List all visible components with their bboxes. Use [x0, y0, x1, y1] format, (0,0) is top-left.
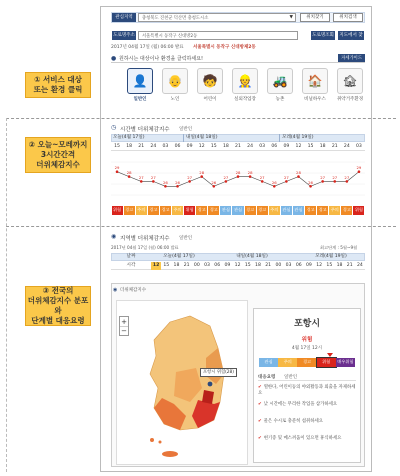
target-label: 취약거주환경: [336, 97, 364, 102]
regional-row-label: 시각: [126, 263, 136, 268]
hour-label: 24: [150, 144, 157, 149]
section-divider-vertical: [6, 118, 7, 472]
hour-label[interactable]: 21: [265, 263, 272, 268]
hourly-point: [237, 175, 240, 178]
hour-label: 03: [162, 144, 169, 149]
callout-hourly: [25, 137, 91, 173]
chevron-down-icon: ▼: [289, 15, 293, 20]
hour-label[interactable]: 15: [163, 263, 170, 268]
find-on-map-button[interactable]: 지도에서 찾기: [339, 33, 363, 46]
hourly-point: [225, 180, 228, 183]
guide-item: [258, 436, 358, 442]
hourly-day-tomorrow: 내일(4월 18일): [183, 134, 279, 142]
elderly-icon[interactable]: 👴: [162, 68, 188, 94]
level-badge: 위험: [353, 206, 364, 215]
child-icon[interactable]: 🧒: [197, 68, 223, 94]
hour-label[interactable]: 12: [234, 263, 241, 268]
target-label: 실외작업장: [234, 97, 256, 102]
island-dot: [159, 441, 162, 444]
hourly-value-label: 27: [332, 174, 338, 180]
jeju-island: [162, 451, 178, 457]
zoom-controls: [119, 316, 129, 336]
callout-line: ② 오늘~모레까지 3시간간격 더위체감지수: [28, 139, 88, 170]
detail-city: 포항시: [293, 319, 321, 329]
hourly-value-label: 28: [296, 170, 301, 176]
hotspot-region: [202, 390, 214, 404]
level-badge: 주의: [329, 206, 340, 215]
level-badge: 경고: [148, 206, 159, 215]
callout-service-target: [25, 72, 91, 98]
hourly-point: [297, 175, 300, 178]
hourly-point: [176, 185, 179, 188]
hour-label: 24: [247, 144, 254, 149]
guide-text: 현기증 및 메스꺼움이 있으면 휴식하세요: [263, 436, 342, 441]
region-select[interactable]: [138, 13, 296, 22]
location-marker: [208, 382, 213, 387]
check-icon: ✔: [258, 402, 262, 407]
hourly-point: [188, 180, 191, 183]
hour-label: 15: [307, 144, 314, 149]
scale-step: 매우위험: [336, 358, 355, 367]
target-label: 비닐하우스: [304, 97, 326, 102]
level-badge: 경고: [196, 206, 207, 215]
announce-place: 서울특별시 동작구 신대방제2동: [193, 45, 256, 50]
guide-header: [258, 374, 356, 381]
level-badge: 경고: [160, 206, 171, 215]
hourly-subtitle: 일반인: [179, 127, 193, 132]
hourly-point: [164, 185, 167, 188]
hourly-value-label: 27: [187, 174, 193, 180]
hourly-value-label: 26: [163, 179, 168, 185]
detail-status: 위험: [301, 337, 313, 343]
zoom-in-button[interactable]: +: [121, 318, 127, 326]
hour-label[interactable]: 06: [214, 263, 221, 268]
guide-text: 낮 시간에는 무리한 작업을 삼가하세요: [263, 402, 338, 407]
pin-icon: ◉: [113, 287, 118, 293]
hourly-levels: [111, 206, 365, 215]
hour-label: 09: [283, 144, 290, 149]
scale-step: 경고: [297, 358, 316, 367]
hour-label[interactable]: 15: [326, 263, 333, 268]
zoom-out-button[interactable]: −: [121, 327, 127, 335]
hour-label: 21: [138, 144, 145, 149]
hour-label[interactable]: 12: [152, 263, 160, 268]
target-guide-button[interactable]: 자세가이드: [338, 54, 365, 62]
level-badge: 주의: [136, 206, 147, 215]
vulnerable-housing-icon[interactable]: 🏚: [337, 68, 363, 94]
hourly-day-after: 모레(4월 19일): [279, 134, 365, 142]
level-badge: 경고: [317, 206, 328, 215]
callout-line: ③ 전국의 더위체감지수 분포와 단계별 대응요령: [27, 285, 89, 326]
korea-heat-map[interactable]: [140, 312, 240, 462]
hourly-value-label: 27: [138, 174, 144, 180]
hourly-title: 시간별 더위체감지수: [120, 127, 170, 133]
hourly-point: [128, 175, 131, 178]
hour-label: 12: [295, 144, 302, 149]
hour-label[interactable]: 03: [204, 263, 210, 268]
hour-label: 15: [114, 144, 120, 149]
hourly-value-label: 27: [259, 174, 265, 180]
guide-list: [258, 385, 358, 459]
level-badge: 주의: [269, 206, 280, 215]
hour-label: 09: [186, 144, 193, 149]
hourly-value-label: 28: [247, 170, 253, 176]
region-label: 관심지역: [112, 13, 136, 22]
hourly-value-label: 26: [211, 179, 217, 185]
guide-subtitle: 일반인: [284, 375, 298, 380]
hourly-value-label: 29: [356, 165, 362, 171]
hour-label[interactable]: 18: [173, 263, 180, 268]
regional-hours: [151, 262, 365, 270]
level-badge: 경고: [257, 206, 268, 215]
hourly-point: [285, 180, 288, 183]
hourly-point: [309, 185, 312, 188]
hourly-value-label: 26: [175, 179, 180, 185]
hourly-hours: [111, 143, 365, 151]
island-dot: [150, 438, 154, 442]
greenhouse-icon[interactable]: 🏠: [302, 68, 328, 94]
hourly-point: [140, 180, 143, 183]
hourly-value-label: 27: [150, 174, 156, 180]
level-badge: 위험: [184, 206, 195, 215]
hour-label[interactable]: 00: [275, 263, 282, 268]
scale-step: 주의: [278, 358, 297, 367]
regional-subtitle: 일반인: [179, 236, 193, 241]
hour-label[interactable]: 12: [316, 263, 323, 268]
hourly-day-today: 오늘(4월 17일): [113, 135, 145, 140]
guide-text: 열한다, 어린이등의 야외활동과 외출을 자제하세요: [258, 385, 356, 396]
pin-icon: ◉: [111, 233, 117, 240]
hourly-point: [346, 180, 349, 183]
hourly-point: [333, 180, 336, 183]
check-icon: ✔: [258, 419, 262, 424]
check-icon: ✔: [258, 436, 262, 441]
regional-legend: 최고단계 : 5월~9월: [320, 245, 358, 250]
detail-scale: [259, 358, 355, 367]
level-badge: 관심: [220, 206, 231, 215]
callout-line: ① 서비스 대상 또는 환경 클릭: [33, 74, 83, 94]
hour-label: 03: [259, 144, 266, 149]
hourly-point: [152, 180, 155, 183]
regional-day-after: 모레(4월 19일): [315, 254, 347, 259]
hourly-point: [358, 170, 361, 173]
hourly-value-label: 26: [308, 179, 313, 185]
road-address-label: 도로명주소: [113, 33, 135, 38]
map-title-row: [113, 287, 243, 295]
hour-label[interactable]: 21: [183, 263, 190, 268]
hourly-value-label: 28: [199, 170, 205, 176]
regional-title: 지역별 더위체감지수: [120, 236, 170, 242]
hourly-line-chart: [111, 154, 365, 204]
announce-date: 2017년 04월 17일 (월) 06:00 발표: [111, 45, 184, 50]
hour-label[interactable]: 18: [336, 263, 343, 268]
hour-label[interactable]: 09: [306, 263, 312, 268]
hourly-point: [273, 185, 276, 188]
hourly-value-label: 29: [114, 165, 120, 171]
hour-label[interactable]: 06: [295, 263, 302, 268]
level-badge: 관심: [293, 206, 304, 215]
hour-label[interactable]: 24: [356, 263, 363, 268]
target-header: [111, 55, 365, 63]
hourly-point: [261, 180, 264, 183]
level-badge: 경고: [124, 206, 135, 215]
target-title: 원하시는 대상이나 환경을 클릭하세요!: [119, 56, 204, 62]
general-person-icon[interactable]: 👤: [127, 68, 153, 94]
map-title: 더위체감지수: [120, 288, 147, 293]
outdoor-worksite-icon[interactable]: 👷: [232, 68, 258, 94]
section-divider: [6, 118, 396, 119]
callout-regional: [25, 286, 91, 326]
hour-label: 15: [210, 144, 217, 149]
level-badge: 경고: [341, 206, 352, 215]
level-badge: 경고: [305, 206, 316, 215]
region-select-value: 충청북도 진천군 덕산면 충청도시소: [142, 16, 209, 21]
guide-item: [258, 402, 358, 408]
hour-label: 18: [126, 144, 133, 149]
scale-step: 위험: [317, 358, 336, 367]
road-address-lookup-button[interactable]: 도로명조회: [312, 33, 334, 38]
hour-label: 21: [331, 144, 338, 149]
hour-label[interactable]: 15: [244, 263, 251, 268]
hourly-value-label: 26: [271, 179, 277, 185]
search-location-button[interactable]: 위치검색: [333, 13, 363, 22]
pin-icon: ●: [111, 55, 117, 62]
hourly-point: [321, 180, 324, 183]
hourly-value-label: 28: [235, 170, 241, 176]
hour-label: 06: [174, 144, 181, 149]
hour-label: 12: [198, 144, 205, 149]
level-badge: 주의: [172, 206, 183, 215]
hour-label: 18: [319, 144, 326, 149]
level-badge: 경고: [245, 206, 256, 215]
hour-label: 18: [222, 144, 229, 149]
hourly-point: [200, 175, 203, 178]
hourly-point: [116, 170, 119, 173]
regional-day-tomorrow: 내일(4월 18일): [236, 254, 268, 259]
regional-day-today: 오늘(4월 17일): [163, 254, 195, 259]
level-badge: 위험: [112, 206, 123, 215]
clock-icon: ◷: [111, 124, 117, 131]
hourly-value-label: 27: [283, 174, 289, 180]
hourly-value-label: 27: [344, 174, 350, 180]
guide-item: [258, 385, 358, 397]
regional-row-label: 날짜: [126, 254, 136, 259]
hour-label: 24: [343, 144, 350, 149]
level-badge: 관심: [281, 206, 292, 215]
detail-scale-pointer: [327, 353, 333, 357]
regional-header: [111, 233, 365, 242]
section-divider: [6, 226, 396, 227]
hourly-header: [111, 124, 365, 133]
level-badge: 경고: [208, 206, 219, 215]
hourly-point: [213, 185, 216, 188]
guide-text: 물은 수시로 충분히 섭취하세요: [263, 419, 324, 424]
hourly-value-label: 28: [126, 170, 132, 176]
hour-label[interactable]: 09: [224, 263, 231, 268]
level-badge: 관심: [232, 206, 243, 215]
farm-icon[interactable]: 🚜: [267, 68, 293, 94]
scale-step: 관심: [259, 358, 278, 367]
hour-label: 03: [356, 144, 362, 149]
target-label: 노인: [170, 97, 180, 102]
hour-label: 06: [271, 144, 278, 149]
road-address-value: 서울특별시 동작구 신대방2동: [142, 34, 198, 39]
hour-label[interactable]: 00: [193, 263, 200, 268]
guide-item: [258, 419, 358, 425]
hourly-value-label: 27: [320, 174, 326, 180]
hourly-value-label: 27: [223, 174, 229, 180]
hourly-point: [249, 175, 252, 178]
guide-title: 대응요령: [258, 375, 276, 380]
hour-label: 21: [235, 144, 241, 149]
regional-date: 2017년 04월 17일 (월) 06:00 발표: [111, 245, 179, 250]
map-popup: 포항시 위험(28): [200, 368, 237, 377]
target-label: 농촌: [275, 97, 285, 102]
hour-label[interactable]: 21: [346, 263, 353, 268]
hour-label[interactable]: 18: [255, 263, 261, 268]
find-location-button[interactable]: 위치찾기: [300, 13, 330, 22]
target-label: 어린이: [203, 97, 217, 102]
check-icon: ✔: [258, 385, 262, 390]
detail-date: 4월 17일 12시: [291, 346, 323, 351]
target-label: 일반인: [133, 97, 147, 102]
road-address-input[interactable]: [138, 31, 298, 40]
hour-label[interactable]: 03: [285, 263, 292, 268]
